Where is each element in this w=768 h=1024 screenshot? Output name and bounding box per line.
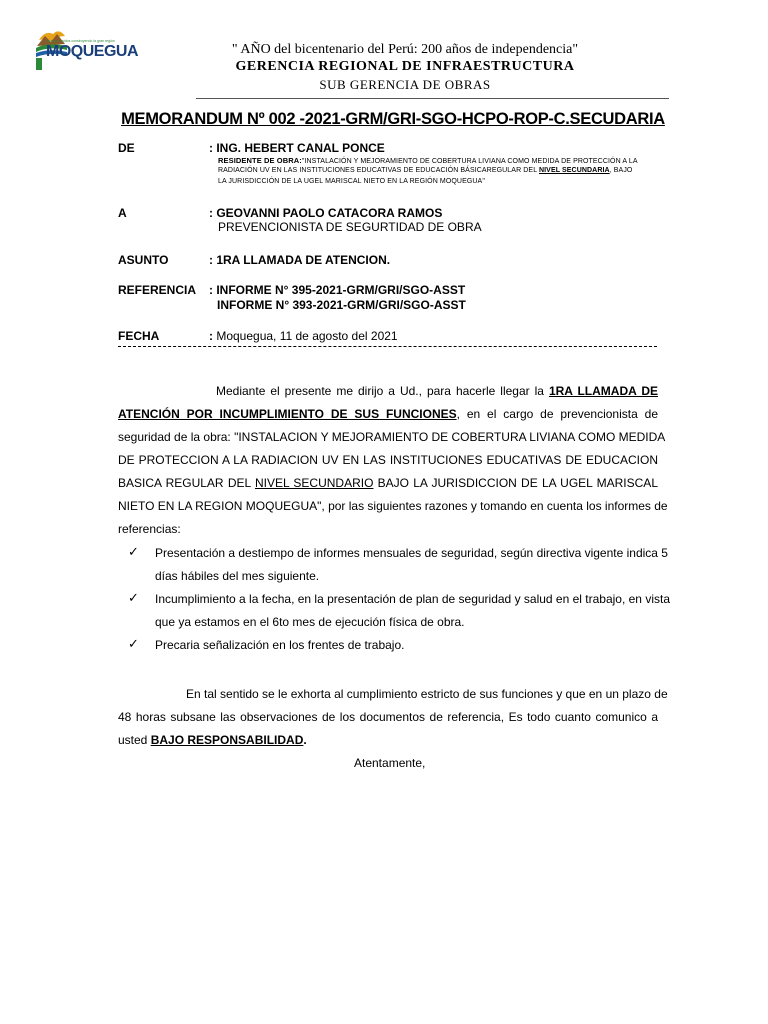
de-role-nivel: NIVEL SECUNDARIA [538, 167, 610, 174]
p2-period: . [303, 733, 307, 747]
bullet-1-line-2: días hábiles del mes siguiente. [155, 569, 320, 583]
p1-line-5 [118, 472, 658, 495]
header-sub-gerencia: SUB GERENCIA DE OBRAS [319, 77, 491, 92]
de-role-label: RESIDENTE DE OBRA: [218, 156, 302, 165]
header-gerencia: GERENCIA REGIONAL DE INFRAESTRUCTURA [235, 59, 575, 74]
fecha-label: FECHA [118, 329, 160, 343]
p1-line-2-text: , en el cargo de prevencionista de [456, 407, 658, 421]
check-icon: ✓ [128, 544, 139, 559]
body-paragraph-1 [118, 380, 668, 541]
p1-emphasis-llamada: 1RA LLAMADA DE [548, 384, 658, 398]
referencia-label: REFERENCIA [118, 283, 197, 297]
a-role: PREVENCIONISTA DE SEGURTIDAD DE OBRA [218, 220, 482, 234]
p2-line-3 [118, 729, 658, 752]
check-icon: ✓ [128, 590, 139, 605]
fecha-value [209, 329, 398, 343]
body-paragraph-2 [118, 683, 668, 752]
bullet-3-line-1: Precaria señalización en los frentes de trabajo. [155, 638, 405, 652]
de-value: : ING. HEBERT CANAL PONCE [209, 141, 385, 155]
referencia-value-1: : INFORME N° 395-2021-GRM/GRI/SGO-ASST [209, 283, 466, 297]
de-role-text1: "INSTALACIÓN Y MEJORAMIENTO DE COBERTURA LIVIANA COMO MEDIDA DE PROTECCIÓN A LA [301, 158, 638, 165]
de-role-line3: LA JURISDICCIÓN DE LA UGEL MARISCAL NIETO EN LA REGIÓN MOQUEGUA" [218, 178, 485, 185]
referencia-value-2: INFORME N° 393-2021-GRM/GRI/SGO-ASST [217, 298, 466, 312]
asunto-value: : 1RA LLAMADA DE ATENCION. [209, 253, 391, 267]
p1-line-6: NIETO EN LA REGION MOQUEGUA", por las siguientes razones y tomando en cuenta los informes de [118, 499, 668, 513]
de-role-line2 [218, 167, 632, 174]
header-motto: " AÑO del bicentenario del Perú: 200 años de independencia" [231, 42, 579, 57]
bullet-item-2 [155, 588, 670, 634]
p2-line-2: 48 horas subsane las observaciones de los documentos de referencia, Es todo cuanto comunico a [118, 710, 658, 724]
p1-emphasis-incumplimiento: ATENCIÓN POR INCUMPLIMIENTO DE SUS FUNCIONES [118, 407, 457, 421]
p1-line-2 [118, 403, 658, 426]
de-label: DE [118, 141, 135, 155]
a-label: A [118, 206, 127, 220]
p2-bajo-responsabilidad: BAJO RESPONSABILIDAD [150, 733, 304, 747]
bullet-item-1 [155, 542, 668, 588]
p1-line-4: DE PROTECCION A LA RADIACION UV EN LAS INSTITUCIONES EDUCATIVAS DE EDUCACION [118, 453, 658, 467]
p1-line-3: seguridad de la obra: "INSTALACION Y MEJORAMIENTO DE COBERTURA LIVIANA COMO MEDIDA [118, 430, 666, 444]
bullet-item-3 [155, 634, 658, 657]
bullet-2-line-1: Incumplimiento a la fecha, en la presentación de plan de seguridad y salud en el trabajo, en vista [155, 592, 670, 606]
p1-line-5-text-b: BAJO LA JURISDICCION DE LA UGEL MARISCAL [373, 476, 658, 490]
check-icon: ✓ [128, 636, 139, 651]
bullet-1-line-1: Presentación a destiempo de informes mensuales de seguridad, según directiva vigente indica 5 [155, 546, 668, 560]
p1-line-1 [118, 380, 658, 403]
de-role-text2a: RADIACIÓN UV EN LAS INSTITUCIONES EDUCATIVAS DE EDUCACIÓN BÁSICAREGULAR DEL [218, 167, 537, 174]
dashed-divider [118, 346, 657, 347]
fecha-colon: : [209, 329, 213, 343]
de-role-text2b: , BAJO [609, 167, 633, 174]
a-value: : GEOVANNI PAOLO CATACORA RAMOS [209, 206, 443, 220]
closing-atentamente: Atentamente, [354, 756, 426, 770]
p1-nivel-secundario: NIVEL SECUNDARIO [254, 476, 374, 490]
header-divider [196, 98, 669, 99]
p2-line-3-text: usted [118, 733, 151, 747]
de-role-line1 [218, 156, 638, 165]
memo-title: MEMORANDUM Nº 002 -2021-GRM/GRI-SGO-HCPO-ROP-C.SECUDARIA [121, 110, 665, 128]
asunto-label: ASUNTO [118, 253, 169, 267]
p2-line-1: En tal sentido se le exhorta al cumplimiento estricto de sus funciones y que en un plazo de [186, 687, 668, 701]
logo-text: MOQUEGUA [46, 43, 138, 60]
bullet-2-line-2: que ya estamos en el 6to mes de ejecución física de obra. [155, 615, 465, 629]
p1-line-7: referencias: [118, 522, 181, 536]
fecha-text: Moquegua, 11 de agosto del 2021 [213, 329, 398, 343]
logo-tagline: juntos y unidos construyendo la gran región [47, 39, 115, 43]
p1-line-5-text-a: BASICA REGULAR DEL [118, 476, 255, 490]
moquegua-logo [33, 26, 153, 72]
p1-line-1-text: Mediante el presente me dirijo a Ud., para hacerle llegar la [216, 384, 549, 398]
